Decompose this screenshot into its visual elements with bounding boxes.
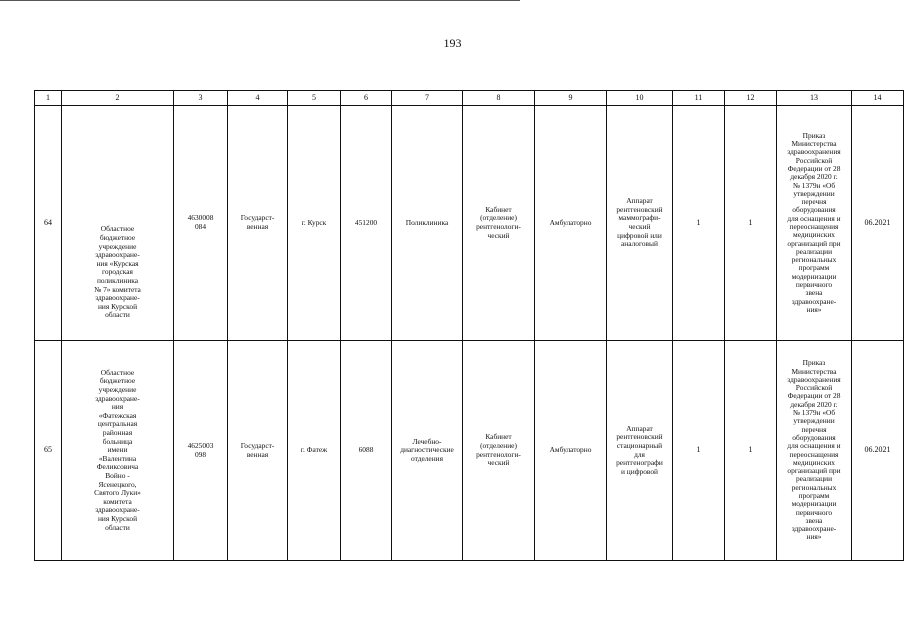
header-cell: 14 (852, 91, 904, 106)
legal-basis: Приказ Министерства здравоохранения Российской Федерации от 28 декабря 2020 г. № 1379н «Об утверждении перечня оборудования для оснащения и переоснащения медицинских организаций при реализации региональных программ модернизации первичного звена здравоохране- ния» (777, 106, 852, 341)
quantity-1: 1 (673, 341, 725, 561)
city: г. Курск (288, 106, 341, 341)
header-cell: 5 (288, 91, 341, 106)
postal-code: 451200 (341, 106, 392, 341)
header-cell: 13 (777, 91, 852, 106)
unit-name: Кабинет (отделение) рентгенологи- ческий (463, 106, 535, 341)
organization-code: 4625003 098 (174, 341, 228, 561)
quantity-2: 1 (725, 341, 777, 561)
header-cell: 8 (463, 91, 535, 106)
facility-type: Лечебно- диагностические отделения (392, 341, 463, 561)
care-type: Амбулаторно (535, 341, 607, 561)
page-number: 193 (443, 36, 462, 50)
header-cell: 12 (725, 91, 777, 106)
header-cell: 1 (35, 91, 62, 106)
table-row (35, 341, 904, 561)
header-cell: 2 (62, 91, 174, 106)
header-cell: 4 (228, 91, 288, 106)
header-cell: 10 (607, 91, 673, 106)
quantity-2: 1 (725, 106, 777, 341)
care-type: Амбулаторно (535, 106, 607, 341)
equipment-name: Аппарат рентгеновский маммографи- ческий цифровой или аналоговый (607, 106, 673, 341)
top-border-line (0, 0, 520, 4)
legal-basis: Приказ Министерства здравоохранения Российской Федерации от 28 декабря 2020 г. № 1379н «Об утверждении перечня оборудования для оснащения и переоснащения медицинских организаций при реализации региональных программ модернизации первичного звена здравоохране- ния» (777, 341, 852, 561)
table-row (35, 106, 904, 341)
due-date: 06.2021 (852, 341, 904, 561)
quantity-1: 1 (673, 106, 725, 341)
equipment-table (34, 90, 904, 561)
city: г. Фатеж (288, 341, 341, 561)
ownership-type: Государст- венная (228, 106, 288, 341)
due-date: 06.2021 (852, 106, 904, 341)
facility-type: Поликлиника (392, 106, 463, 341)
organization-code: 4630008 084 (174, 106, 228, 341)
organization-name: Областное бюджетное учреждение здравоохране- ния «Фатежская центральная районная больница имени «Валентина Феликсовича Войно - Ясенецкого, Святого Луки» комитета здравоохране- ния Курской области (62, 341, 174, 561)
header-cell: 6 (341, 91, 392, 106)
header-cell: 3 (174, 91, 228, 106)
organization-name: Областное бюджетное учреждение здравоохране- ния «Курская городская поликлиника № 7» комитета здравоохране- ния Курской области (62, 106, 174, 341)
unit-name: Кабинет (отделение) рентгенологи- ческий (463, 341, 535, 561)
ownership-type: Государст- венная (228, 341, 288, 561)
equipment-name: Аппарат рентгеновский стационарный для рентгенографи и цифровой (607, 341, 673, 561)
table-header-row (35, 91, 904, 106)
postal-code: 6088 (341, 341, 392, 561)
row-number: 64 (35, 106, 62, 341)
row-number: 65 (35, 341, 62, 561)
header-cell: 9 (535, 91, 607, 106)
header-cell: 11 (673, 91, 725, 106)
header-cell: 7 (392, 91, 463, 106)
